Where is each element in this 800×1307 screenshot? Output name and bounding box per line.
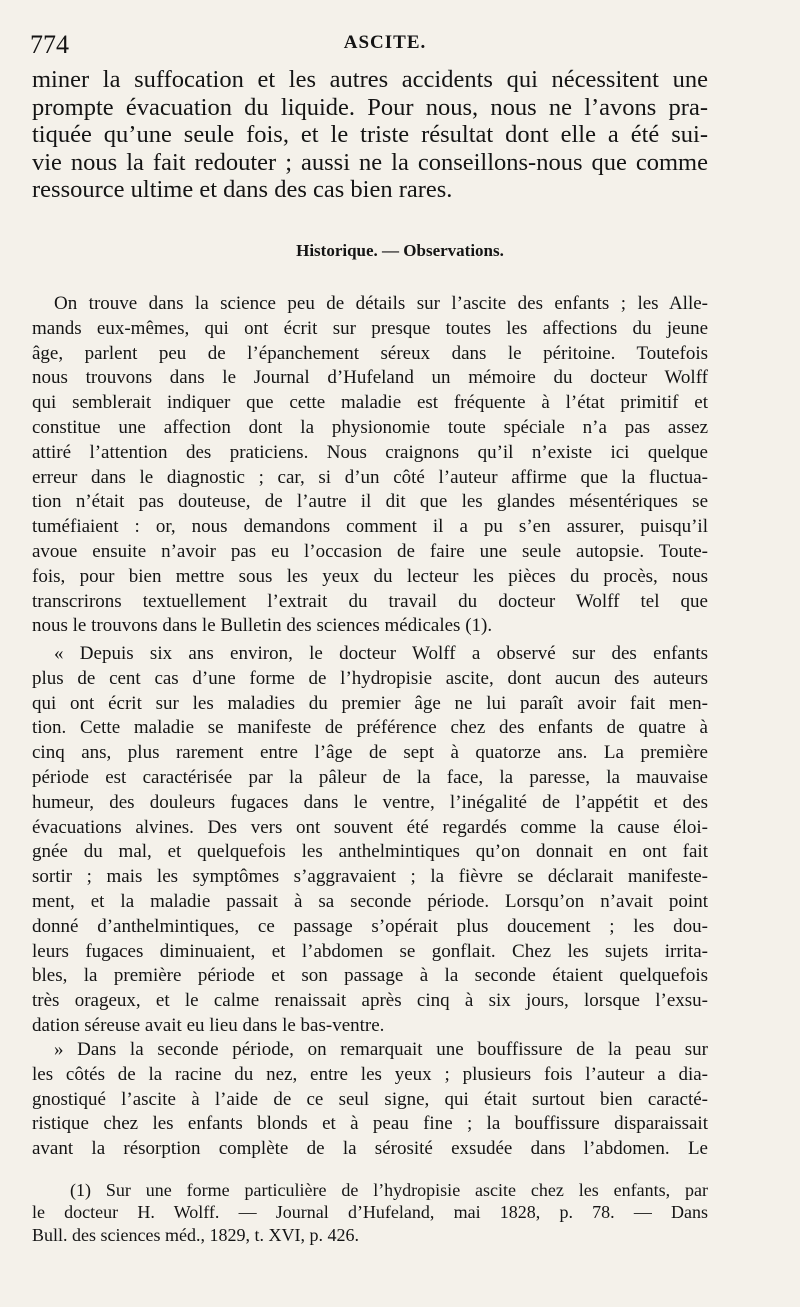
text-line: évacuations alvines. Des vers ont souvent été regardés comme la cause éloi- xyxy=(32,816,708,838)
text-line: cinq ans, plus rarement entre l’âge de sept à quatorze ans. La première xyxy=(32,742,708,764)
paragraph-2 xyxy=(32,642,708,1039)
text-line: vie nous la fait redouter ; aussi ne la conseillons-nous que comme xyxy=(32,148,708,176)
paragraph-3 xyxy=(32,1038,708,1162)
text-line: nous trouvons dans le Journal d’Hufeland un mémoire du docteur Wolff xyxy=(32,367,708,389)
running-head: ASCITE. xyxy=(343,32,427,53)
text-line: miner la suffocation et les autres accidents qui nécessitent une xyxy=(32,66,708,93)
text-line: nous le trouvons dans le Bulletin des sciences médicales (1). xyxy=(32,615,493,637)
text-line: ressource ultime et dans des cas bien rares. xyxy=(32,176,453,204)
text-line: constitue une affection dont la physionomie toute spéciale n’a pas assez xyxy=(32,416,708,438)
text-line: » Dans la seconde période, on remarquait une bouffissure de la peau sur xyxy=(54,1039,708,1060)
text-line: leurs fugaces diminuaient, et l’abdomen se gonflait. Chez les sujets irrita- xyxy=(32,940,708,962)
text-line: tion. Cette maladie se manifeste de préférence chez des enfants de quatre à xyxy=(32,717,708,739)
text-line: ment, et la maladie passait à sa seconde période. Lorsqu’on n’avait point xyxy=(32,890,708,912)
text-line: plus de cent cas d’une forme de l’hydropisie ascite, dont aucun des auteurs xyxy=(32,667,708,689)
section-heading: Historique. — Observations. xyxy=(296,241,504,260)
text-line: âge, parlent peu de l’épanchement séreux dans le péritoine. Toutefois xyxy=(32,342,708,364)
text-line: erreur dans le diagnostic ; car, si d’un côté l’auteur affirme que la fluctua- xyxy=(32,466,708,488)
text-line: « Depuis six ans environ, le docteur Wolff a observé sur des enfants xyxy=(54,643,708,664)
text-line: tiquée qu’une seule fois, et le triste résultat dont elle a été sui- xyxy=(32,121,708,149)
intro-paragraph xyxy=(32,66,708,204)
text-line: humeur, des douleurs fugaces dans le ventre, l’inégalité de l’appétit et des xyxy=(32,791,708,813)
paragraph-1 xyxy=(32,292,708,639)
text-line: bles, la première période et son passage à la seconde étaient quelquefois xyxy=(32,965,708,987)
text-line: On trouve dans la science peu de détails sur l’ascite des enfants ; les Alle- xyxy=(54,293,708,314)
footnote-line: (1) Sur une forme particulière de l’hydropisie ascite chez les enfants, par xyxy=(70,1180,708,1200)
text-line: tuméfiaient : or, nous demandons comment il a pu s’en assurer, puisqu’il xyxy=(32,516,708,538)
text-line: sortir ; mais les symptômes s’aggravaient ; la fièvre se déclarait manifeste- xyxy=(32,866,708,888)
footnotes xyxy=(32,1179,708,1246)
text-line: attiré l’attention des praticiens. Nous craignons qu’il n’existe ici quelque xyxy=(32,441,708,463)
text-line: gnée du mal, et quelquefois les anthelmintiques qu’on donnait en ont fait xyxy=(32,841,708,863)
text-line: donné d’anthelmintiques, ce passage s’opérait plus doucement ; les dou- xyxy=(32,915,708,937)
footnote-line: Bull. des sciences méd., 1829, t. XVI, p. 426. xyxy=(32,1224,359,1245)
text-line: qui ont écrit sur les maladies du premier âge ne lui paraît avoir fait men- xyxy=(32,692,708,714)
text-line: qui semblerait indiquer que cette maladie est fréquente à l’état primitif et xyxy=(32,392,708,414)
text-line: tion n’était pas douteuse, de l’autre il dit que les glandes mésentériques se xyxy=(32,491,708,513)
text-line: gnostiqué l’ascite à l’aide de ce seul signe, qui était surtout bien caracté- xyxy=(32,1088,708,1110)
text-line: transcrirons textuellement l’extrait du travail du docteur Wolff tel que xyxy=(32,590,708,612)
footnote-line: le docteur H. Wolff. — Journal d’Hufeland, mai 1828, p. 78. — Dans xyxy=(32,1202,708,1223)
text-line: période est caractérisée par la pâleur de la face, la paresse, la mauvaise xyxy=(32,766,708,788)
page-number: 774 xyxy=(30,30,69,59)
text-line: ristique chez les enfants blonds et à peau fine ; la bouffissure disparaissait xyxy=(32,1113,708,1135)
text-line: prompte évacuation du liquide. Pour nous, nous ne l’avons pra- xyxy=(32,93,708,121)
text-line: mands eux-mêmes, qui ont écrit sur presque toutes les affections du jeune xyxy=(32,317,708,339)
text-line: fois, pour bien mettre sous les yeux du lecteur les pièces du procès, nous xyxy=(32,565,708,587)
text-line: avant la résorption complète de la sérosité exsudée dans l’abdomen. Le xyxy=(32,1138,708,1160)
page-header xyxy=(30,30,740,60)
text-line: les côtés de la racine du nez, entre les yeux ; plusieurs fois l’auteur a dia- xyxy=(32,1063,708,1085)
text-line: dation séreuse avait eu lieu dans le bas-ventre. xyxy=(32,1014,385,1036)
text-line: avoue ensuite n’avoir pas eu l’occasion de faire une seule autopsie. Toute- xyxy=(32,540,708,562)
text-line: très orageux, et le calme renaissait après cinq à six jours, lorsque l’exsu- xyxy=(32,990,708,1012)
